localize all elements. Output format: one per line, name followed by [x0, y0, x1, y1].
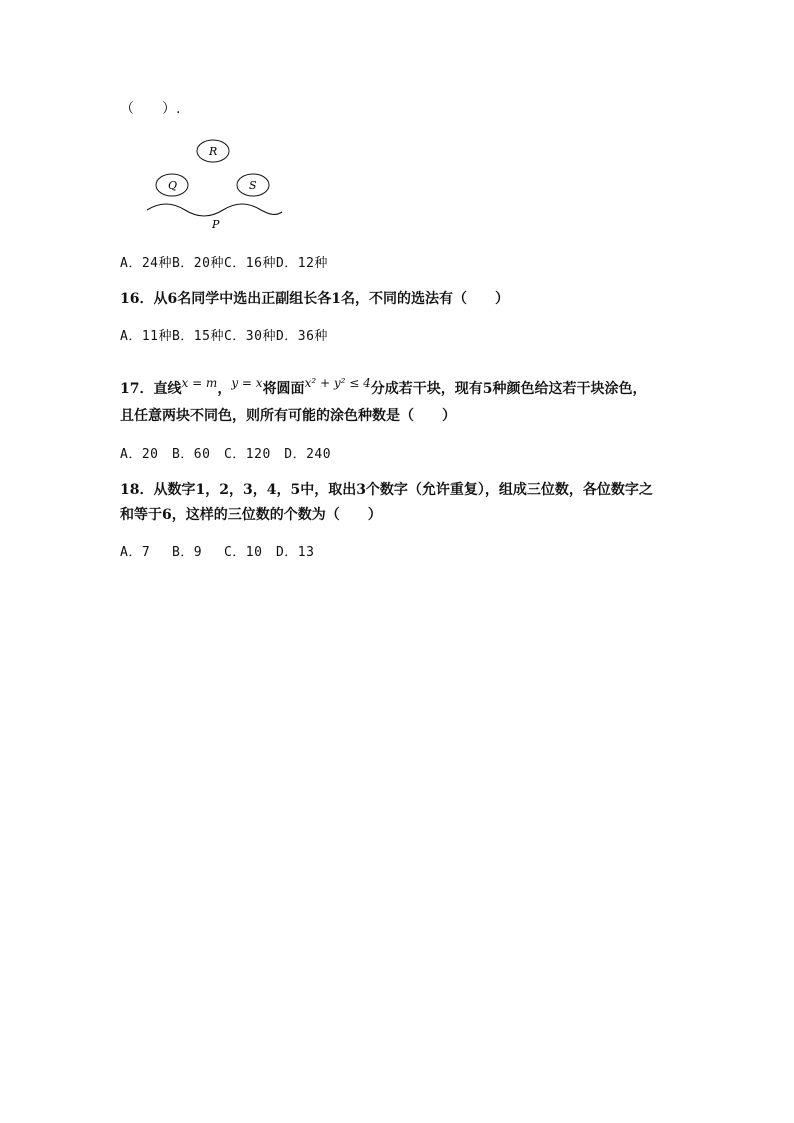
q17-inequality-disk: x² + y² ≤ 4 — [304, 376, 371, 390]
q17-suffix: 分成若干块，现有5种颜色给这若干块涂色， — [370, 381, 647, 397]
label-s: S — [249, 179, 257, 192]
q17-mid: 将圆面 — [262, 381, 305, 397]
region-diagram — [142, 136, 288, 236]
q17-separator: ， — [217, 381, 232, 397]
question-18-stem-line2: 和等于6，这样的三位数的个数为（ ） — [120, 507, 382, 523]
question-17-stem-line1 — [120, 376, 647, 398]
question-18-stem-line1: 18．从数字1，2，3，4，5中，取出3个数字（允许重复），组成三位数，各位数字之 — [120, 482, 653, 498]
region-figure — [142, 136, 288, 236]
question-15-bracket: （ ）. — [120, 101, 181, 117]
question-17-options: A．20 B．60 C．120 D．240 — [120, 447, 332, 462]
q17-prefix: 17．直线 — [120, 381, 182, 397]
question-16-stem: 16．从6名同学中选出正副组长各1名，不同的选法有（ ） — [120, 291, 509, 307]
q17-equation-x-eq-m: x = m — [181, 376, 218, 390]
region-p-wavy-line — [147, 204, 282, 216]
question-17-stem-line2: 且任意两块不同色，则所有可能的涂色种数是（ ） — [120, 408, 456, 424]
label-q: Q — [168, 179, 178, 192]
question-16-options: A．11种B．15种C．30种D．36种 — [120, 329, 328, 344]
label-r: R — [209, 145, 218, 158]
label-p: P — [212, 218, 220, 231]
question-15-options: A．24种B．20种C．16种D．12种 — [120, 256, 328, 271]
question-18-options: A．7 B．9 C．10 D．13 — [120, 545, 315, 560]
q17-equation-y-eq-x: y = x — [231, 376, 263, 390]
